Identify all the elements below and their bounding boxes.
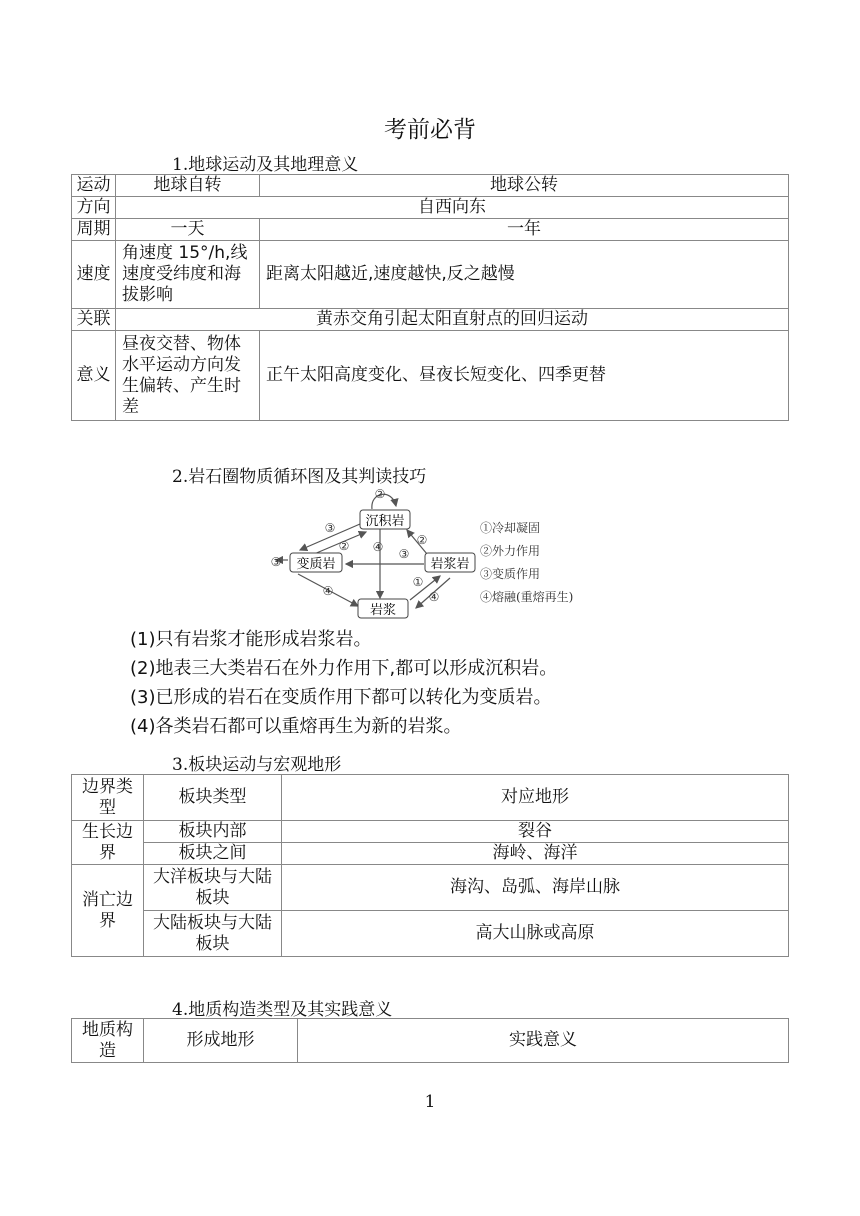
table-cell: 一天 bbox=[116, 219, 260, 241]
table-cell: 速度 bbox=[72, 241, 116, 309]
earth-motion-table bbox=[71, 174, 789, 421]
list-item: (1)只有岩浆才能形成岩浆岩。 bbox=[130, 629, 372, 650]
table-cell: 边界类型 bbox=[72, 775, 144, 821]
table-cell: 消亡边界 bbox=[72, 865, 144, 957]
table-cell: 自西向东 bbox=[116, 197, 789, 219]
table-cell: 地质构造 bbox=[72, 1019, 144, 1063]
section2-heading: 2.岩石圈物质循环图及其判读技巧 bbox=[172, 467, 427, 487]
node-magma: 岩浆 bbox=[369, 603, 397, 618]
table-cell: 裂谷 bbox=[282, 821, 789, 843]
legend-item: ①冷却凝固 bbox=[480, 521, 541, 535]
arrow-label: ② bbox=[374, 487, 386, 501]
table-cell: 板块之间 bbox=[144, 843, 282, 865]
section3-heading: 3.板块运动与宏观地形 bbox=[172, 755, 342, 775]
plate-boundary-table bbox=[71, 774, 789, 957]
arrow-label: ④ bbox=[372, 540, 384, 554]
table-cell: 黄赤交角引起太阳直射点的回归运动 bbox=[116, 309, 789, 331]
list-item: (4)各类岩石都可以重熔再生为新的岩浆。 bbox=[130, 716, 462, 737]
arrow-label: ① bbox=[412, 575, 424, 589]
table-row bbox=[72, 241, 789, 309]
table-cell: 实践意义 bbox=[298, 1019, 789, 1063]
geologic-structure-table bbox=[71, 1018, 789, 1063]
section4-heading: 4.地质构造类型及其实践意义 bbox=[172, 1000, 393, 1020]
table-cell: 海岭、海洋 bbox=[282, 843, 789, 865]
legend-item: ④熔融(重熔再生) bbox=[480, 590, 574, 604]
table-cell: 地球公转 bbox=[260, 175, 789, 197]
arrow-label: ② bbox=[338, 539, 350, 553]
list-item: (3)已形成的岩石在变质作用下都可以转化为变质岩。 bbox=[130, 687, 552, 708]
table-cell: 板块内部 bbox=[144, 821, 282, 843]
table-cell: 意义 bbox=[72, 331, 116, 421]
table-cell: 周期 bbox=[72, 219, 116, 241]
table-cell: 方向 bbox=[72, 197, 116, 219]
table-row bbox=[72, 865, 789, 911]
section1-heading: 1.地球运动及其地理意义 bbox=[172, 155, 359, 175]
arrow-label: ④ bbox=[322, 584, 334, 598]
table-row bbox=[72, 331, 789, 421]
node-metamorphic: 变质岩 bbox=[296, 557, 336, 572]
table-cell: 角速度 15°/h,线速度受纬度和海拔影响 bbox=[116, 241, 260, 309]
table-row bbox=[72, 219, 789, 241]
table-cell: 海沟、岛弧、海岸山脉 bbox=[282, 865, 789, 911]
legend-item: ②外力作用 bbox=[480, 544, 541, 558]
table-cell: 地球自转 bbox=[116, 175, 260, 197]
page-number: 1 bbox=[424, 1092, 436, 1112]
table-cell: 对应地形 bbox=[282, 775, 789, 821]
table-cell: 一年 bbox=[260, 219, 789, 241]
table-cell: 大陆板块与大陆板块 bbox=[144, 911, 282, 957]
arrow-label: ④ bbox=[428, 590, 440, 604]
table-cell: 形成地形 bbox=[144, 1019, 298, 1063]
table-row bbox=[72, 821, 789, 843]
table-cell: 大洋板块与大陆板块 bbox=[144, 865, 282, 911]
table-cell: 板块类型 bbox=[144, 775, 282, 821]
rock-cycle-diagram bbox=[262, 482, 602, 624]
node-magmatic: 岩浆岩 bbox=[430, 557, 470, 572]
page-title: 考前必背 bbox=[384, 117, 476, 143]
rock-cycle-points bbox=[130, 625, 557, 741]
table-row bbox=[72, 197, 789, 219]
table-cell: 运动 bbox=[72, 175, 116, 197]
table-cell: 关联 bbox=[72, 309, 116, 331]
arrow-label: ③ bbox=[398, 547, 410, 561]
table-row bbox=[72, 911, 789, 957]
arrow-label: ② bbox=[416, 533, 428, 547]
node-sedimentary: 沉积岩 bbox=[365, 514, 405, 529]
arrow-label: ③ bbox=[270, 555, 282, 569]
arrow-label: ③ bbox=[324, 521, 336, 535]
legend-item: ③变质作用 bbox=[480, 567, 541, 581]
table-row bbox=[72, 775, 789, 821]
table-row bbox=[72, 1019, 789, 1063]
table-row bbox=[72, 175, 789, 197]
table-cell: 距离太阳越近,速度越快,反之越慢 bbox=[260, 241, 789, 309]
table-cell: 昼夜交替、物体水平运动方向发生偏转、产生时差 bbox=[116, 331, 260, 421]
table-cell: 生长边界 bbox=[72, 821, 144, 865]
table-row bbox=[72, 843, 789, 865]
table-cell: 正午太阳高度变化、昼夜长短变化、四季更替 bbox=[260, 331, 789, 421]
table-row bbox=[72, 309, 789, 331]
table-cell: 高大山脉或高原 bbox=[282, 911, 789, 957]
list-item: (2)地表三大类岩石在外力作用下,都可以形成沉积岩。 bbox=[130, 658, 558, 679]
